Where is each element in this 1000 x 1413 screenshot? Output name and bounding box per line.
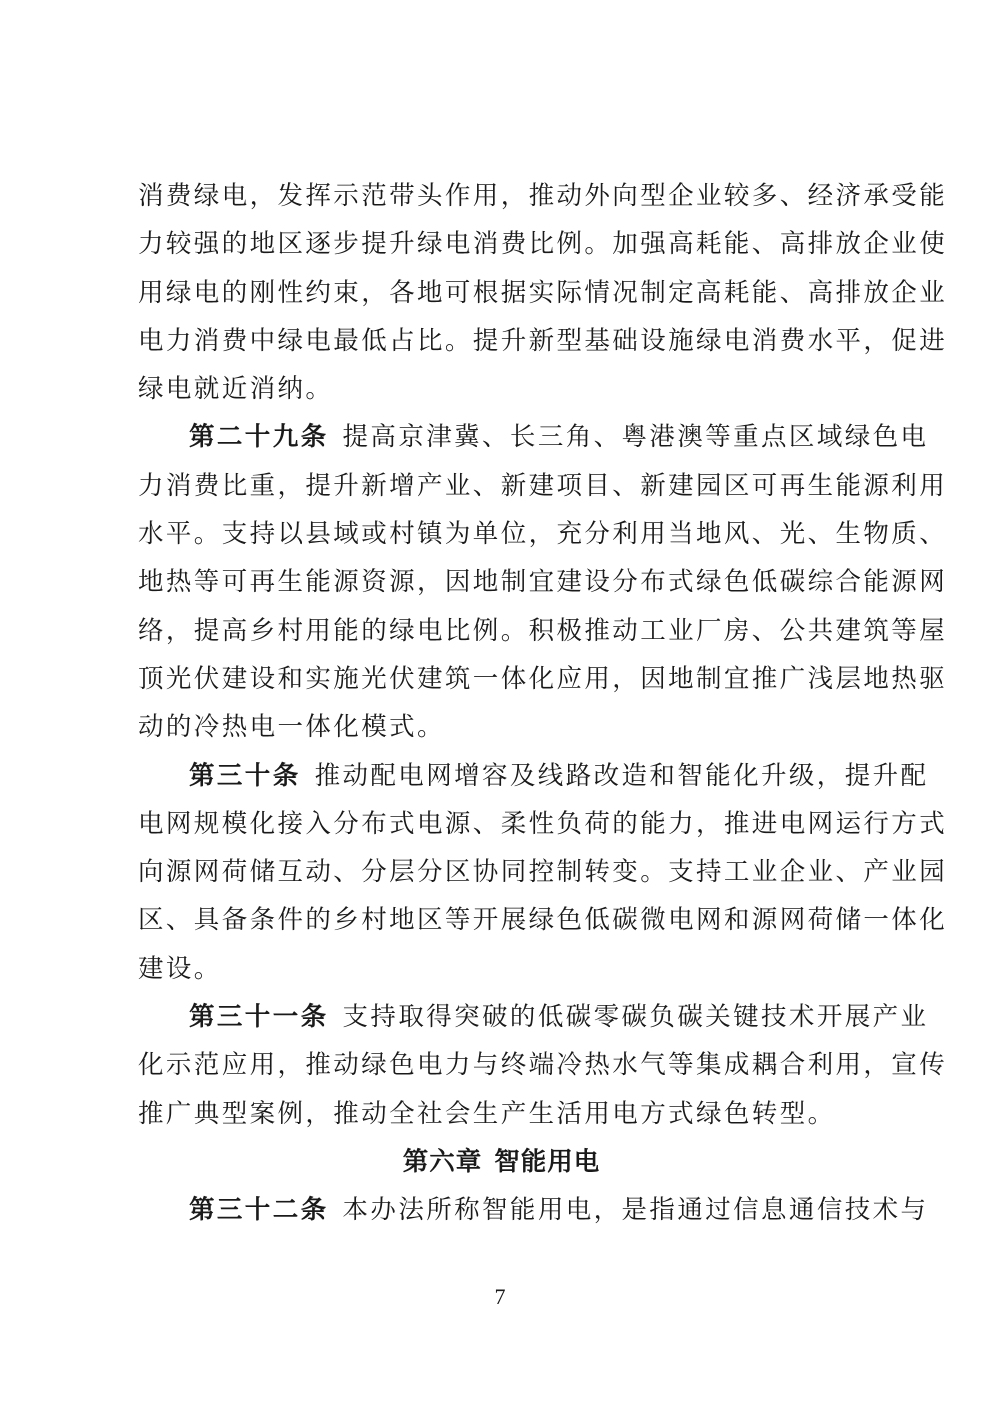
document-body [138,172,948,1235]
text-line: 动的冷热电一体化模式。 [138,712,445,743]
text-line: 电力消费中绿电最低占比。提升新型基础设施绿电消费水平，促进 [138,325,948,356]
text-line: 水平。支持以县域或村镇为单位，充分利用当地风、光、生物质、 [138,519,948,550]
article-30 [138,752,948,993]
article-label: 第三十一条 [189,1002,329,1033]
article-29 [138,413,948,751]
text-line: 向源网荷储互动、分层分区协同控制转变。支持工业企业、产业园 [138,857,948,888]
text-line: 建设。 [138,953,222,984]
article-label: 第三十条 [189,760,301,791]
text-line: 推动配电网增容及线路改造和智能化升级，提升配 [314,760,929,791]
text-line: 区、具备条件的乡村地区等开展绿色低碳微电网和源网荷储一体化 [138,905,948,936]
article-first-line [138,1186,929,1234]
text-line: 用绿电的刚性约束，各地可根据实际情况制定高耗能、高排放企业 [138,277,948,308]
text-line: 顶光伏建设和实施光伏建筑一体化应用，因地制宜推广浅层地热驱 [138,663,948,694]
text-line: 推广典型案例，推动全社会生产生活用电方式绿色转型。 [138,1098,836,1129]
article-31 [138,993,948,1138]
chapter-title: 智能用电 [494,1146,601,1177]
text-line: 力消费比重，提升新增产业、新建项目、新建园区可再生能源利用 [138,470,948,501]
article-label: 第二十九条 [189,422,329,453]
text-line: 地热等可再生能源资源，因地制宜建设分布式绿色低碳综合能源网 [138,567,948,598]
article-first-line [138,993,929,1041]
text-line: 消费绿电，发挥示范带头作用，推动外向型企业较多、经济承受能 [138,181,948,211]
text-line: 绿电就近消纳。 [138,374,334,405]
text-line: 化示范应用，推动绿色电力与终端冷热水气等集成耦合利用，宣传 [138,1050,948,1081]
text-line: 提高京津冀、长三角、粤港澳等重点区域绿色电 [342,422,929,453]
chapter-number: 第六章 [402,1146,483,1177]
text-line: 电网规模化接入分布式电源、柔性负荷的能力，推进电网运行方式 [138,808,948,839]
paragraph-continuation [138,172,948,413]
page-number: 7 [494,1284,506,1309]
text-line: 本办法所称智能用电，是指通过信息通信技术与 [342,1195,929,1226]
article-first-line [138,413,929,461]
article-label: 第三十二条 [189,1195,329,1226]
article-32 [138,1186,929,1234]
article-first-line [138,752,929,800]
text-line: 络，提高乡村用能的绿电比例。积极推动工业厂房、公共建筑等屋 [138,615,948,646]
text-line: 支持取得突破的低碳零碳负碳关键技术开展产业 [342,1002,929,1033]
text-line: 力较强的地区逐步提升绿电消费比例。加强高耗能、高排放企业使 [138,229,948,260]
chapter-heading [138,1138,865,1186]
